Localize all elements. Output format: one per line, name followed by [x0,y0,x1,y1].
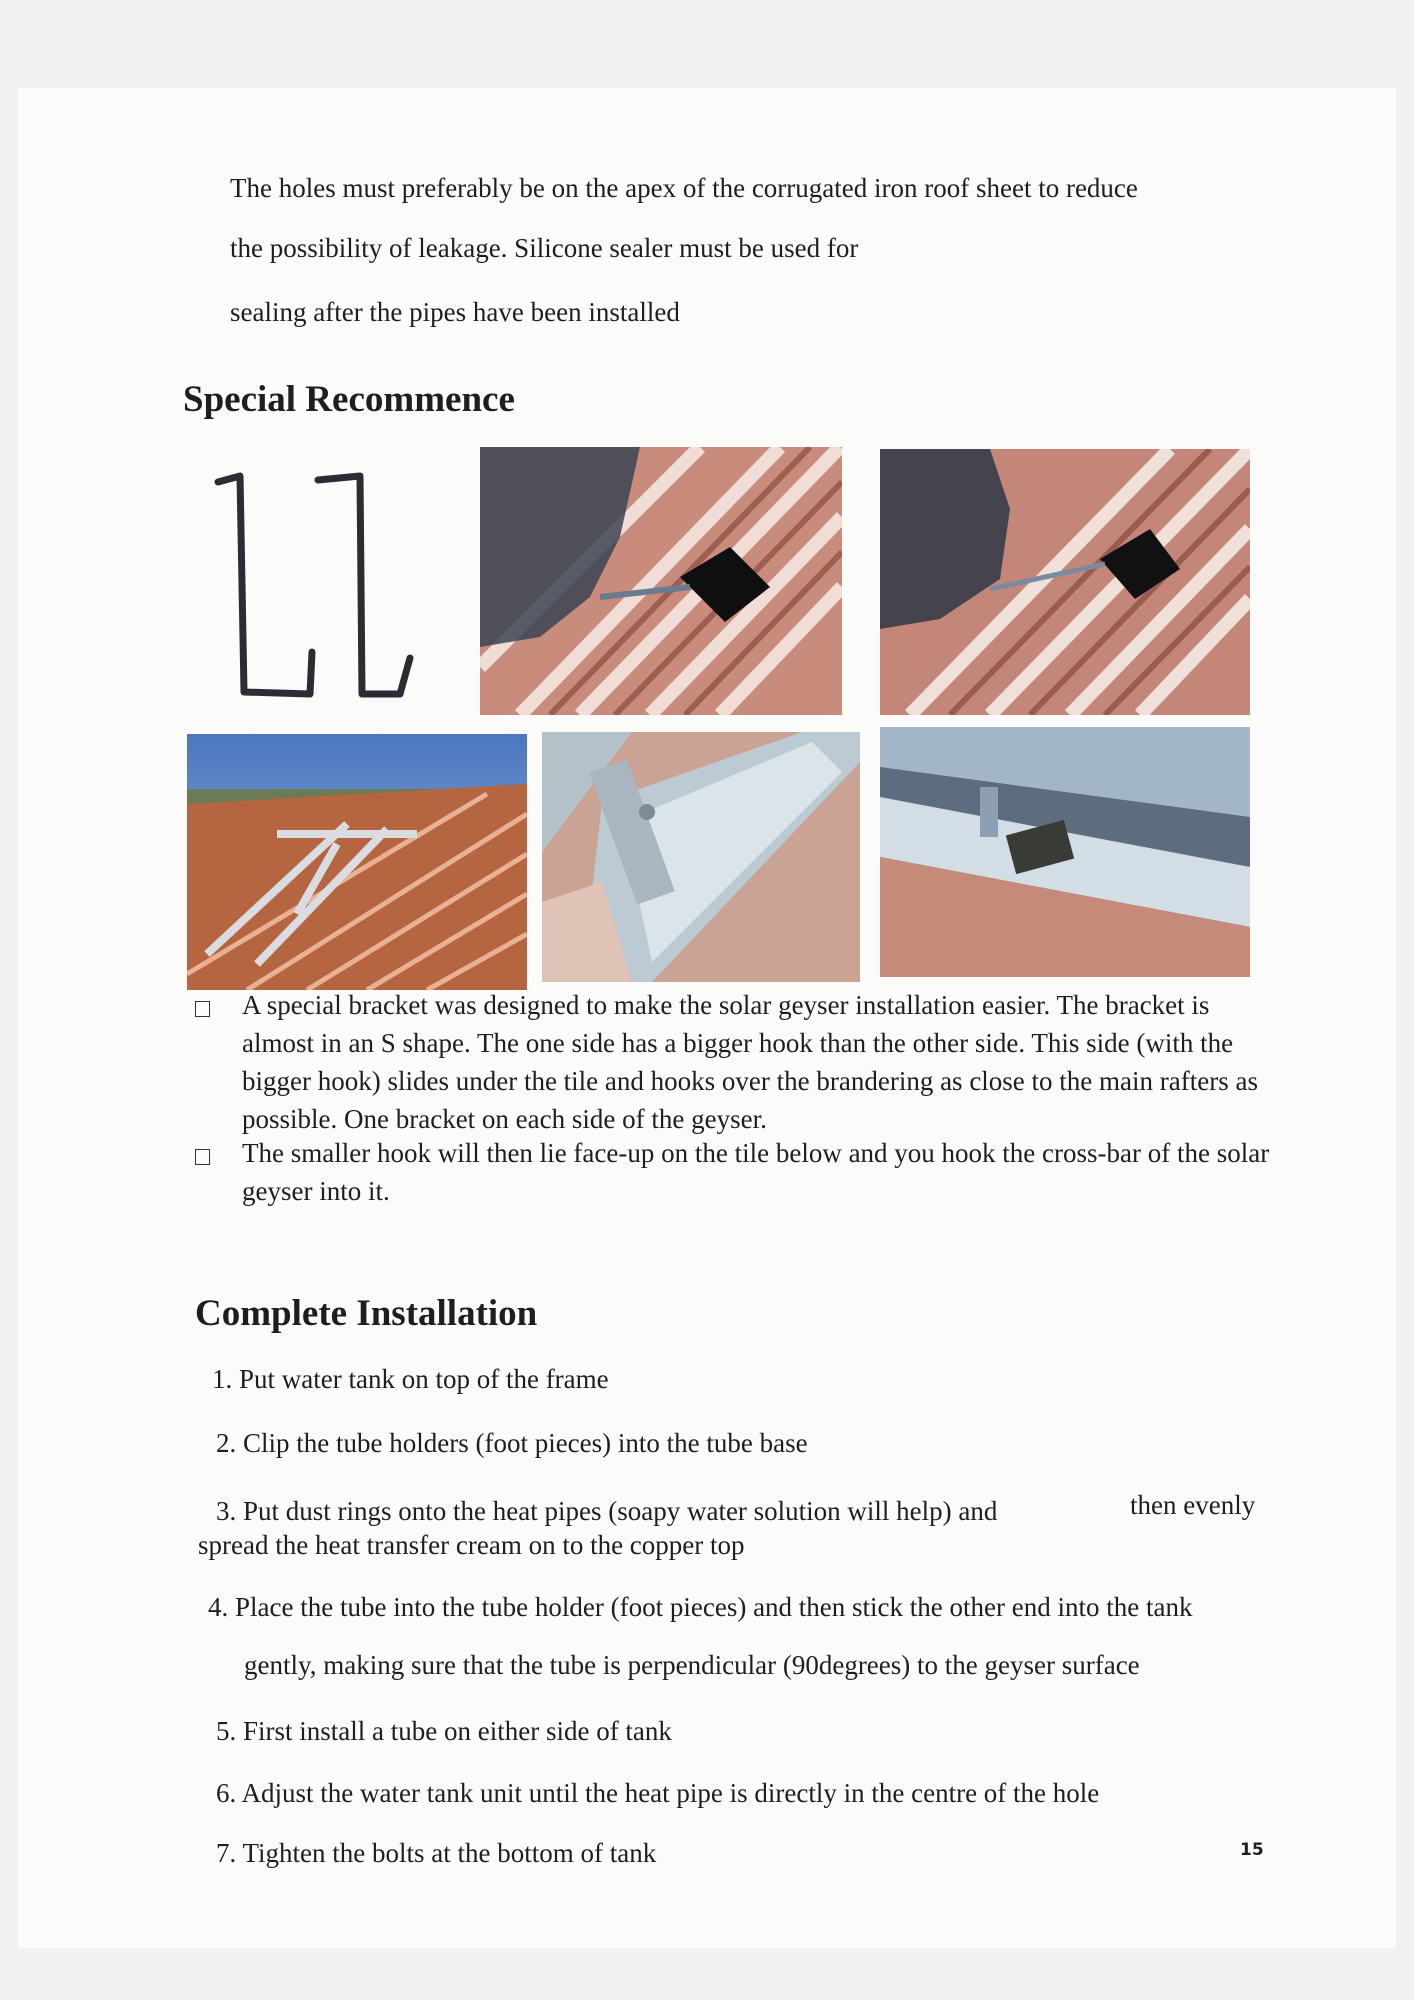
bullet-text-2: The smaller hook will then lie face-up on the tile below and you hook the cross-bar of the solar geyser into it. [242,1138,1270,1206]
bullet-checkbox-2 [195,1149,210,1165]
page-number: 15 [1240,1840,1264,1860]
complete-installation-heading: Complete Installation [195,1293,538,1334]
step-1: 1. Put water tank on top of the frame [212,1364,609,1394]
step-6: 6. Adjust the water tank unit until the heat pipe is directly in the centre of the hole [216,1778,1100,1808]
special-recommence-heading: Special Recommence [183,379,515,420]
step-5: 5. First install a tube on either side of tank [216,1716,672,1746]
step-4-line-1: 4. Place the tube into the tube holder (foot pieces) and then stick the other end into the tank [208,1592,1193,1622]
bullet-text-1: A special bracket was designed to make the solar geyser installation easier. The bracket is almost in an S shape. The one side has a bigger hook than the other side. This side (with the bigger hook) slides under the tile and hooks over the brandering as close to the main rafters as possible. One bracket on each side of the geyser. [242,990,1258,1134]
intro-line-2: the possibility of leakage. Silicone sealer must be used for [230,233,859,263]
step-3-line-1-end: then evenly [1130,1490,1256,1520]
intro-line-1: The holes must preferably be on the apex of the corrugated iron roof sheet to reduce [230,173,1138,203]
bracket-illustration [200,462,440,712]
step-2: 2. Clip the tube holders (foot pieces) into the tube base [216,1428,808,1458]
rail-closeup-photo-2 [880,727,1250,977]
intro-line-3: sealing after the pipes have been installed [230,297,680,327]
step-4-line-2: gently, making sure that the tube is perpendicular (90degrees) to the geyser surface [244,1650,1140,1680]
roof-hole-photo-2 [880,449,1250,715]
roof-hole-photo-1 [480,447,842,715]
step-3-line-1: 3. Put dust rings onto the heat pipes (soapy water solution will help) and [216,1496,998,1526]
step-3-line-2: spread the heat transfer cream on to the copper top [198,1530,745,1560]
rail-closeup-photo-1 [542,732,860,982]
step-7: 7. Tighten the bolts at the bottom of tank [216,1838,657,1868]
bullet-checkbox-1 [195,1001,210,1017]
roof-frame-photo [187,734,527,990]
